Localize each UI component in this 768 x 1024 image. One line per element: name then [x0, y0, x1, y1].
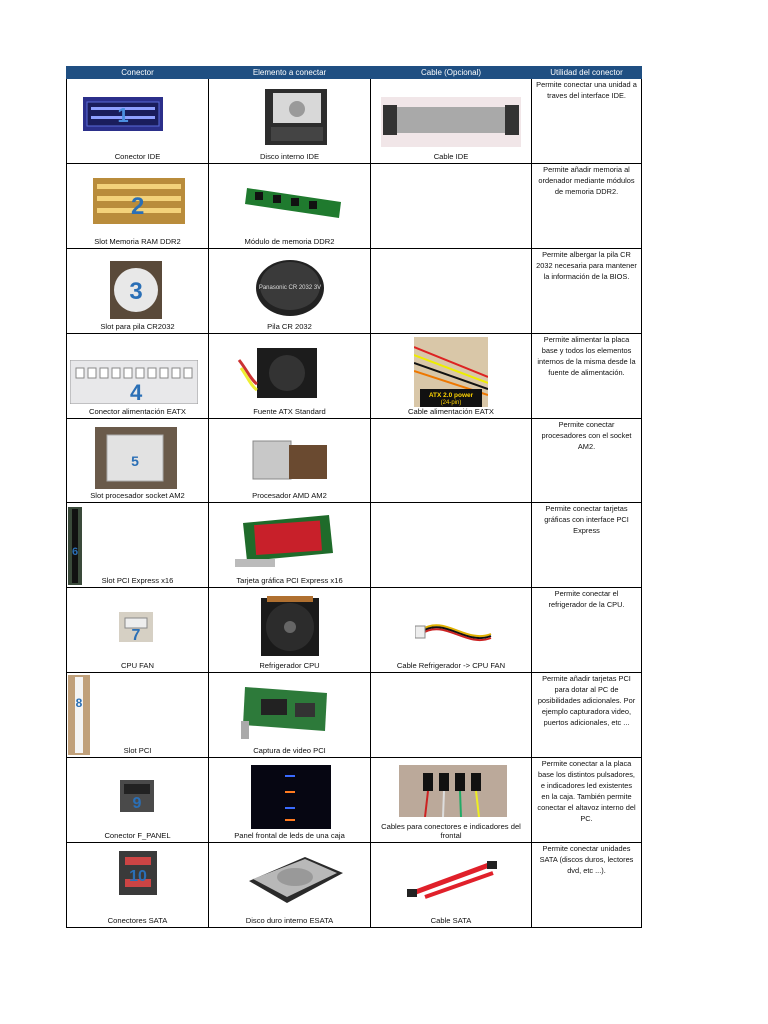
cable-name: Cable Refrigerador -> CPU FAN	[396, 661, 506, 670]
table-row	[67, 249, 642, 334]
cable-cell	[371, 164, 532, 249]
utility-description: Permite alimentar la placa base y todos los elementos internos de la misma desde la fuente de alimentación.	[537, 335, 636, 377]
ram-module-image	[245, 180, 345, 220]
amd-processor-image	[249, 439, 331, 481]
f-panel-connector-image	[120, 780, 154, 812]
row-number: 7	[131, 627, 141, 642]
element-name: Disco duro interno ESATA	[245, 916, 334, 925]
atx-label-line2: (24-pin)	[440, 400, 462, 406]
cable-name: Cable SATA	[430, 916, 472, 925]
row-number: 9	[132, 795, 142, 812]
row-number: 1	[117, 105, 129, 127]
connector-name: Slot procesador socket AM2	[90, 491, 185, 500]
eatx-cable-image	[414, 337, 488, 407]
cpu-fan-header-image	[119, 612, 153, 642]
utility-cell	[532, 843, 642, 928]
row-number: 8	[75, 696, 83, 710]
element-cell	[209, 673, 371, 758]
table-row	[67, 79, 642, 164]
pci-slot-image	[68, 675, 90, 755]
cable-cell	[371, 334, 532, 419]
connector-cell	[67, 758, 209, 843]
col-header-conector: Conector	[67, 67, 209, 79]
table-row	[67, 673, 642, 758]
element-cell	[209, 334, 371, 419]
utility-cell	[532, 249, 642, 334]
element-cell	[209, 79, 371, 164]
element-name: Tarjeta gráfica PCI Express x16	[236, 576, 343, 585]
fan-cable-image	[415, 604, 495, 650]
element-name: Fuente ATX Standard	[253, 407, 326, 416]
col-header-utilidad: Utilidad del conector	[532, 67, 642, 79]
utility-cell	[532, 79, 642, 164]
table-row	[67, 843, 642, 928]
utility-description: Permite añadir memoria al ordenador mediante módulos de memoria DDR2.	[538, 165, 635, 196]
front-panel-cables-image	[399, 765, 507, 817]
sata-cable-image	[407, 857, 497, 901]
connector-name: Conectores SATA	[107, 916, 168, 925]
cpu-cooler-image	[257, 594, 323, 660]
table-row	[67, 503, 642, 588]
element-cell	[209, 503, 371, 588]
row-number: 2	[131, 193, 145, 220]
utility-cell	[532, 758, 642, 843]
cable-cell	[371, 588, 532, 673]
battery-label: Panasonic CR 2032 3V	[258, 285, 322, 291]
header-row	[67, 67, 642, 79]
row-number: 3	[129, 278, 143, 305]
element-name: Captura de video PCI	[253, 746, 326, 755]
utility-cell	[532, 334, 642, 419]
element-name: Procesador AMD AM2	[252, 491, 327, 500]
utility-description: Permite conectar unidades SATA (discos duros, lectores dvd, etc ...).	[539, 844, 634, 875]
pci-capture-card-image	[241, 683, 331, 739]
ram-slot-image	[93, 178, 185, 224]
table-row	[67, 419, 642, 503]
cable-cell	[371, 79, 532, 164]
connector-cell	[67, 164, 209, 249]
element-cell	[209, 249, 371, 334]
connector-cell	[67, 419, 209, 503]
connector-cell	[67, 79, 209, 164]
element-name: Disco interno IDE	[259, 152, 320, 161]
ide-connector-image	[83, 97, 163, 131]
connector-cell	[67, 673, 209, 758]
front-led-panel-image	[251, 765, 331, 829]
cable-name: Cables para conectores e indicadores del frontal	[381, 822, 521, 840]
element-name: Pila CR 2032	[267, 322, 312, 331]
am2-socket-image	[95, 427, 177, 489]
utility-cell	[532, 588, 642, 673]
utility-cell	[532, 419, 642, 503]
atx-label-line1: ATX 2.0 power	[428, 392, 474, 399]
cable-cell	[371, 758, 532, 843]
utility-description: Permite conectar procesadores con el socket AM2.	[541, 420, 632, 451]
sata-connectors-image	[119, 851, 157, 895]
cable-cell	[371, 503, 532, 588]
utility-cell	[532, 503, 642, 588]
element-cell	[209, 419, 371, 503]
utility-description: Permite conectar una unidad a traves del interface IDE.	[536, 80, 637, 100]
utility-cell	[532, 164, 642, 249]
cable-cell	[371, 673, 532, 758]
connector-name: Conector F_PANEL	[104, 831, 171, 840]
row-number: 5	[131, 453, 139, 469]
cable-name: Cable IDE	[433, 152, 469, 161]
connector-cell	[67, 249, 209, 334]
utility-description: Permite conectar a la placa base los distintos pulsadores, e indicadores led existentes en la caja. También permite conectar el altavoz interno del PC.	[537, 759, 636, 823]
utility-description: Permite albergar la pila CR 2032 necesaria para mantener la información de la BIOS.	[536, 250, 637, 281]
connector-cell	[67, 588, 209, 673]
cable-cell	[371, 843, 532, 928]
element-name: Módulo de memoria DDR2	[244, 237, 335, 246]
utility-description: Permite conectar el refrigerador de la CPU.	[548, 589, 625, 609]
table-row	[67, 164, 642, 249]
cable-cell	[371, 419, 532, 503]
connector-cell	[67, 503, 209, 588]
col-header-cable: Cable (Opcional)	[371, 67, 532, 79]
element-name: Refrigerador CPU	[259, 661, 320, 670]
element-cell	[209, 843, 371, 928]
esata-hard-disk-image	[245, 851, 345, 909]
element-cell	[209, 758, 371, 843]
connector-name: Conector IDE	[114, 152, 161, 161]
element-cell	[209, 588, 371, 673]
table-row	[67, 758, 642, 843]
connector-cell	[67, 334, 209, 419]
row-number: 6	[71, 546, 79, 558]
table-row	[67, 334, 642, 419]
eatx-connector-image	[70, 360, 198, 404]
row-number: 10	[129, 868, 147, 885]
connector-name: Slot Memoria RAM DDR2	[94, 237, 181, 246]
element-name: Panel frontal de leds de una caja	[234, 831, 345, 840]
connector-name: Slot PCI	[123, 746, 152, 755]
cable-cell	[371, 249, 532, 334]
atx-power-supply-image	[237, 340, 319, 402]
ide-cable-image	[381, 97, 521, 147]
col-header-elemento: Elemento a conectar	[209, 67, 371, 79]
connector-name: Conector alimentación EATX	[89, 407, 186, 416]
connector-name: Slot PCI Express x16	[101, 576, 174, 585]
connector-name: Slot para pila CR2032	[100, 322, 175, 331]
row-number: 4	[130, 380, 143, 404]
graphics-card-image	[235, 513, 339, 573]
connector-cell	[67, 843, 209, 928]
cr2032-battery-image	[254, 257, 326, 319]
pci-express-slot-image	[68, 507, 82, 585]
battery-slot-image	[110, 261, 162, 319]
ide-hard-disk-image	[261, 85, 331, 147]
utility-description: Permite añadir tarjetas PCI para dotar al PC de posibilidades adicionales. Por ejemplo capturadora video, puertos adicionales, etc ...	[537, 674, 636, 727]
spreadsheet-table	[66, 66, 641, 928]
connector-name: CPU FAN	[121, 661, 154, 670]
utility-description: Permite conectar tarjetas gráficas con interface PCI Express	[544, 504, 629, 535]
table-row	[67, 588, 642, 673]
element-cell	[209, 164, 371, 249]
cable-name: Cable alimentación EATX	[408, 407, 494, 416]
utility-cell	[532, 673, 642, 758]
